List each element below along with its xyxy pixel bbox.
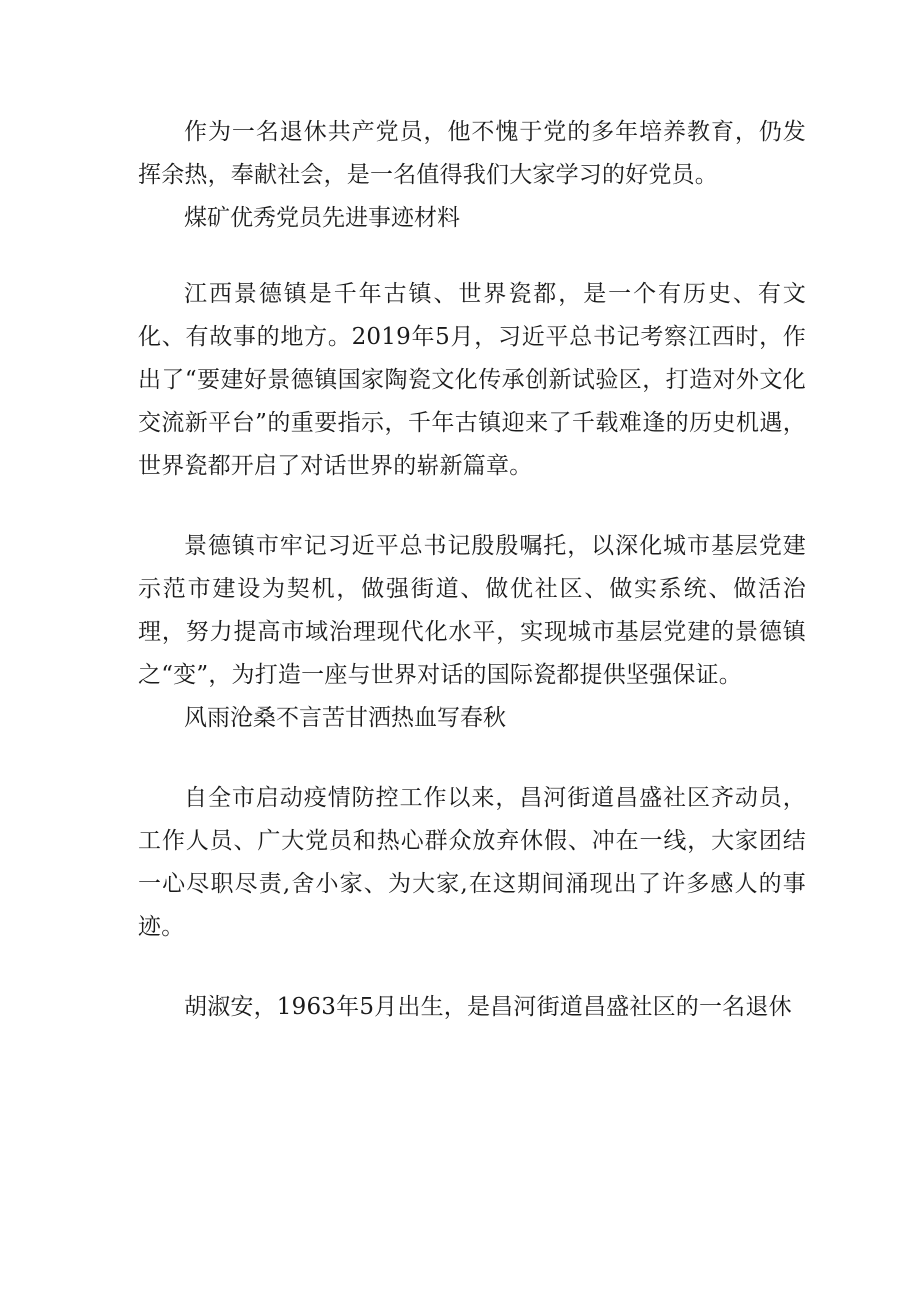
section-heading-2: 风雨沧桑不言苦甘洒热血写春秋 (184, 705, 506, 731)
paragraph-2: 江西景德镇是千年古镇、世界瓷都，是一个有历史、有文化、有故事的地方。2019年5月，习近平总书记考察江西时，作出了“要建好景德镇国家陶瓷文化传承创新试验区，打造对外文化交流新平台”的重要指示，千年古镇迎来了千载难逢的历史机遇，世界瓷都开启了对话世界的崭新篇章。 (138, 281, 806, 479)
document-body (138, 111, 806, 1029)
paragraph-5: 胡淑安，1963年5月出生，是昌河街道昌盛社区的一名退休 (184, 994, 792, 1020)
paragraph-4: 自全市启动疫情防控工作以来，昌河街道昌盛社区齐动员，工作人员、广大党员和热心群众放弃休假、冲在一线，大家团结一心尽职尽责,舍小家、为大家,在这期间涌现出了许多感人的事迹。 (138, 785, 806, 940)
paragraph-1: 作为一名退休共产党员，他不愧于党的多年培养教育，仍发挥余热，奉献社会，是一名值得我们大家学习的好党员。 (138, 119, 806, 188)
paragraph-3: 景德镇市牢记习近平总书记殷殷嘱托，以深化城市基层党建示范市建设为契机，做强街道、做优社区、做实系统、做活治理，努力提高市域治理现代化水平，实现城市基层党建的景德镇之“变”，为打造一座与世界对话的国际瓷都提供坚强保证。 (138, 533, 806, 688)
section-heading-1: 煤矿优秀党员先进事迹材料 (184, 205, 460, 231)
